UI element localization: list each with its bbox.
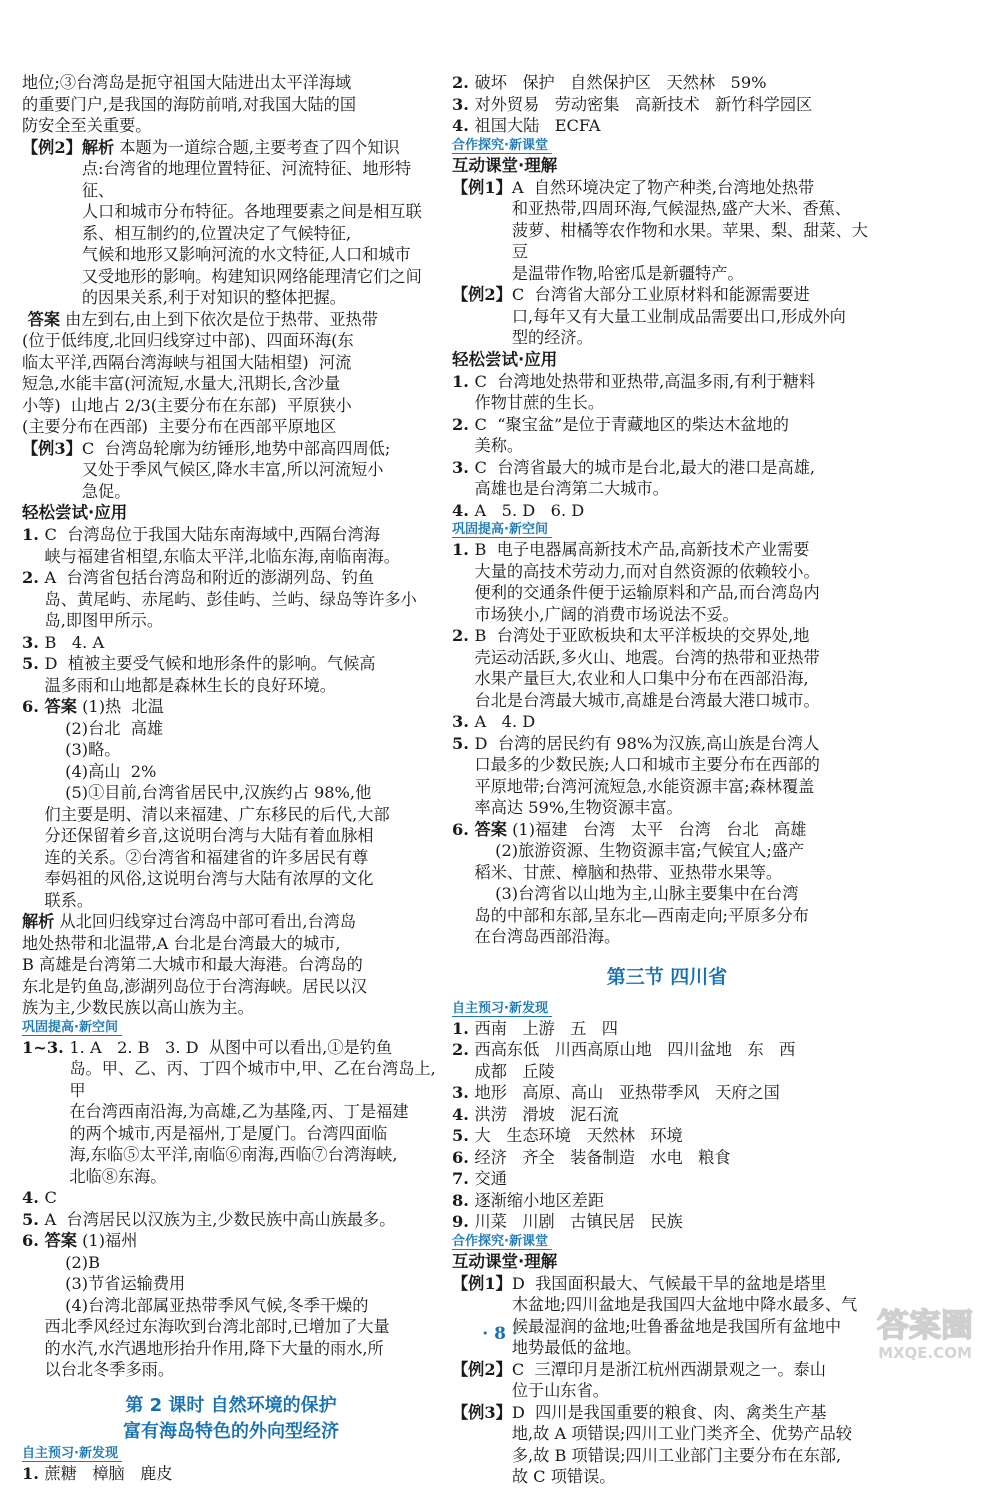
- item-text: [69, 1037, 440, 1188]
- item-body: (1)福州 (2)B (3)节省运输费用 (4)台湾北部属亚热带季风气候,冬季干燥的 西北季风经过东海吹到台湾北部时,已增加了大量 的水汽,水汽遇地形抬升作用,降下大量的雨水,所 以台北冬季多雨。: [44, 1231, 390, 1379]
- item-text: [475, 1104, 882, 1126]
- item-number: 2.: [452, 73, 475, 92]
- item-text: [45, 632, 440, 654]
- item-text: [45, 1187, 440, 1209]
- item-number: 1.: [452, 540, 475, 559]
- item-text: [475, 1147, 882, 1169]
- answer-item: [452, 1039, 882, 1082]
- lesson-title-line: 第 2 课时 自然环境的保护: [125, 1394, 337, 1416]
- item-number: 6.: [22, 1231, 45, 1250]
- item-body: B 4. A: [44, 632, 105, 652]
- item-number: 5.: [22, 1209, 45, 1229]
- item-text: [82, 438, 440, 503]
- item-text: [475, 457, 882, 500]
- item-body: C 台湾地处热带和亚热带,高温多雨,有利于糖料 作物甘蔗的生长。: [474, 371, 816, 412]
- item-text: [45, 1463, 440, 1485]
- text-block: [22, 309, 440, 438]
- answer-item: [452, 733, 882, 819]
- item-body: A 4. D: [474, 712, 536, 731]
- answer-item: [22, 696, 440, 911]
- item-body: 祖国大陆 ECFA: [474, 116, 601, 135]
- answer-item: [22, 1209, 440, 1231]
- answer-label: 答案: [474, 819, 507, 839]
- item-number: 4.: [452, 116, 475, 135]
- item-number: 2.: [452, 414, 475, 434]
- item-body: C 台湾省最大的城市是台北,最大的港口是高雄, 高雄也是台湾第二大城市。: [474, 457, 816, 498]
- item-text: [45, 653, 440, 696]
- answer-item: [452, 1082, 882, 1104]
- text-block: [22, 911, 440, 1019]
- answer-item: [22, 1187, 440, 1209]
- answer-label: 答案: [44, 697, 77, 716]
- item-number: 2.: [452, 1040, 475, 1059]
- item-body: 大 生态环境 天然林 环境: [474, 1126, 683, 1145]
- item-number: 1.: [22, 525, 45, 544]
- chapter-title: 第三节 四川省: [606, 965, 728, 988]
- item-number: 2.: [22, 568, 45, 587]
- item-text: [45, 1209, 440, 1231]
- item-text: [475, 733, 882, 819]
- item-text: [475, 115, 882, 137]
- item-body: C 台湾省大部分工业原材料和能源需要进 口,每年又有大量工业制成品需要出口,形成外向 型的经济。: [511, 285, 846, 347]
- answer-item: [452, 1018, 882, 1040]
- item-text: [475, 500, 882, 522]
- item-text: [475, 1039, 882, 1082]
- answer-item: [22, 567, 440, 632]
- item-body: B 台湾处于亚欧板块和太平洋板块的交界处,地 壳运动活跃,多火山、地震。台湾的热带和亚热带 水果产量巨大,农业和人口集中分布在西部沿海, 台北是台湾最大城市,高雄是台湾最大港口城市。: [474, 626, 820, 710]
- item-body: 由左到右,由上到下依次是位于热带、亚热带 (位于低纬度,北回归线穿过中部)、四面环海(东 临太平洋,西隔台湾海峡与祖国大陆相望) 河流 短急,水能丰富(河流短,水量大,汛期长,含沙量 小等) 山地占 2/3(主要分布在东部) 平原狭小 (主要分布在西部) 主要分布在西部平原地区: [22, 309, 378, 436]
- item-number: 4.: [452, 1104, 475, 1124]
- item-body: 1. A 2. B 3. D 从图中可以看出,①是钓鱼 岛。甲、乙、丙、丁四个城市中,甲、乙在台湾岛上,甲 在台湾西南沿海,为高雄,乙为基隆,丙、丁是福建 的两个城市,丙是福州,丁是厦门。台湾四面临 海,东临⑤太平洋,南临⑥南海,西临⑦台湾海峡, 北临⑧东海。: [69, 1037, 436, 1186]
- item-text: [475, 711, 882, 733]
- item-number: 4.: [452, 500, 475, 520]
- answer-item: [452, 819, 882, 948]
- item-text: [475, 1190, 882, 1212]
- answer-label: 答案: [22, 309, 61, 329]
- item-body: 西高东低 川西高原山地 四川盆地 东 西 成都 丘陵: [474, 1040, 796, 1081]
- example-label: 【例3】: [22, 438, 82, 458]
- item-text: [475, 1125, 882, 1147]
- answer-item: [22, 1230, 440, 1381]
- section-tag-label: 巩固提高·新空间: [22, 1020, 122, 1036]
- item-text: [512, 1359, 882, 1402]
- item-text: [22, 72, 440, 137]
- watermark-title: 答案圈: [876, 1306, 974, 1344]
- section-tag: [452, 137, 882, 155]
- answer-item: [452, 711, 882, 733]
- example-label: 【例1】: [452, 1273, 512, 1293]
- example-item: [452, 1402, 882, 1488]
- item-body: 地位;③台湾岛是扼守祖国大陆进出太平洋海域 的重要门户,是我国的海防前哨,对我国大陆的国 防安全至关重要。: [22, 73, 357, 135]
- item-number: 5.: [452, 733, 475, 753]
- item-body: 从北回归线穿过台湾岛中部可看出,台湾岛 地处热带和北温带,A 台北是台湾最大的城市, B 高雄是台湾第二大城市和最大海港。台湾岛的 东北是钓鱼岛,澎湖列岛位于台湾海峡。居民以汉 族为主,少数民族以高山族为主。: [22, 912, 368, 1017]
- item-body: 经济 齐全 装备制造 水电 粮食: [474, 1147, 731, 1167]
- item-body: A 自然环境决定了物产种类,台湾地处热带 和亚热带,四周环海,气候湿热,盛产大米、香蕉、 菠萝、柑橘等农作物和水果。苹果、梨、甜菜、大豆 是温带作物,哈密瓜是新疆特产。: [511, 177, 868, 283]
- item-body: D 我国面积最大、气候最干旱的盆地是塔里 木盆地;四川盆地是我国四大盆地中降水最多、气 候最湿润的盆地;吐鲁番盆地是我国所有盆地中 地势最低的盆地。: [511, 1273, 858, 1357]
- example-item: [22, 137, 440, 309]
- item-number: 3.: [452, 457, 475, 477]
- item-text: [45, 567, 440, 632]
- item-number: 6.: [452, 1147, 475, 1167]
- item-body: A 台湾居民以汉族为主,少数民族中高山族最多。: [44, 1209, 396, 1229]
- item-body: C 台湾岛位于我国大陆东南海域中,西隔台湾海 峡与福建省相望,东临太平洋,北临东海,南临南海。: [44, 525, 400, 566]
- section-tag-label: 巩固提高·新空间: [452, 522, 552, 538]
- answer-item: [452, 371, 882, 414]
- section-tag: [452, 1233, 882, 1251]
- answer-item: [452, 539, 882, 625]
- item-number: 3.: [452, 1083, 475, 1102]
- section-tag-label: 合作探究·新课堂: [452, 1234, 552, 1250]
- answer-item: [22, 524, 440, 567]
- section-heading: 轻松尝试·应用: [22, 503, 128, 522]
- example-item: [452, 284, 882, 349]
- item-text: [475, 371, 882, 414]
- item-text: [45, 1230, 440, 1381]
- item-body: 川菜 川剧 古镇民居 民族: [474, 1212, 683, 1231]
- answer-item: [22, 653, 440, 696]
- item-number: 3.: [452, 94, 475, 114]
- item-body: C “聚宝盆”是位于青藏地区的柴达木盆地的 美称。: [474, 414, 789, 455]
- left-column: [22, 72, 440, 1484]
- item-text: [512, 284, 882, 349]
- item-number: 4.: [22, 1188, 45, 1207]
- item-text: [475, 1168, 882, 1190]
- item-number: 1.: [452, 371, 475, 391]
- example-item: [452, 1273, 882, 1359]
- answer-item: [452, 1125, 882, 1147]
- answer-item: [452, 115, 882, 137]
- example-label: 【例2】: [452, 285, 512, 304]
- section-tag-label: 自主预习·新发现: [22, 1446, 122, 1462]
- section-heading: 互动课堂·理解: [452, 1251, 558, 1271]
- answer-item: [452, 72, 882, 94]
- item-body: 交通: [474, 1169, 507, 1188]
- item-body: (1)福建 台湾 太平 台湾 台北 高雄 (2)旅游资源、生物资源丰富;气候宜人;盛产 稻米、甘蔗、樟脑和热带、亚热带水果等。 (3)台湾省以山地为主,山脉主要集中在台湾 岛的中部和东部,呈东北—西南走向;平原多分布 在台湾岛西部沿海。: [474, 819, 809, 946]
- item-text: [512, 1273, 882, 1359]
- answer-item: [452, 1211, 882, 1233]
- answer-item: [452, 94, 882, 116]
- example-label: 【例2】: [22, 137, 82, 157]
- item-text: [475, 1018, 882, 1040]
- answer-label: 答案: [44, 1231, 77, 1250]
- item-text: [475, 539, 882, 625]
- item-number: 6.: [452, 819, 475, 839]
- item-body: 本题为一道综合题,主要考查了四个知识 点:台湾省的地理位置特征、河流特征、地形特征、 人口和城市分布特征。各地理要素之间是相互联 系、相互制约的,位置决定了气候特征, 气候和地形又影响河流的水文特征,人口和城市 又受地形的影响。构建知识网络能理清它们之间 的因果关系,利于对知识的整体把握。: [81, 137, 422, 307]
- answer-item: [452, 625, 882, 711]
- answer-item: [452, 1104, 882, 1126]
- section-tag: [452, 1000, 882, 1018]
- section-tag: [22, 1445, 440, 1463]
- item-text: [475, 625, 882, 711]
- example-item: [22, 438, 440, 503]
- answer-item: [452, 1168, 882, 1190]
- answer-label: 解析: [22, 912, 55, 931]
- item-number: 7.: [452, 1169, 475, 1188]
- example-item: [452, 177, 882, 285]
- item-number: 1~3.: [22, 1037, 70, 1057]
- answer-item: [22, 1037, 440, 1188]
- item-text: [475, 1082, 882, 1104]
- lesson-title: [22, 1393, 440, 1445]
- section-tag-label: 合作探究·新课堂: [452, 138, 552, 154]
- text-block: [22, 72, 440, 137]
- item-text: [82, 137, 440, 309]
- answer-item: [452, 500, 882, 522]
- item-number: 3.: [452, 712, 475, 731]
- item-text: [45, 524, 440, 567]
- watermark-url: MXQE.COM: [878, 1344, 972, 1362]
- item-body: A 台湾省包括台湾岛和附近的澎湖列岛、钓鱼 岛、黄尾屿、赤尾屿、彭佳屿、兰屿、绿岛等许多小 岛,即图甲所示。: [44, 568, 417, 630]
- item-text: [475, 94, 882, 116]
- example-label: 【例1】: [452, 177, 512, 197]
- answer-item: [452, 457, 882, 500]
- right-column: [452, 72, 882, 1488]
- item-number: 8.: [452, 1190, 475, 1210]
- item-text: [512, 177, 882, 285]
- item-text: [475, 414, 882, 457]
- item-body: D 植被主要受气候和地形条件的影响。气候高 温多雨和山地都是森林生长的良好环境。: [44, 654, 376, 695]
- item-number: 3.: [22, 632, 45, 652]
- item-text: [475, 72, 882, 94]
- item-number: 6.: [22, 697, 45, 716]
- item-body: 地形 高原、高山 亚热带季风 天府之国: [474, 1083, 780, 1102]
- item-text: [22, 309, 440, 438]
- section-tag: [452, 521, 882, 539]
- item-number: 5.: [22, 654, 45, 673]
- section-heading: 轻松尝试·应用: [452, 349, 558, 369]
- answer-item: [452, 1190, 882, 1212]
- page-number: · 8 ·: [482, 1324, 518, 1344]
- item-text: [512, 1402, 882, 1488]
- item-body: (1)热 北温 (2)台北 高雄 (3)略。 (4)高山 2% (5)①目前,台湾省居民中,汉族约占 98%,他 们主要是明、清以来福建、广东移民的后代,大部 分还保留着乡音,这说明台湾与大陆有着血脉相 连的关系。②台湾省和福建省的许多居民有尊 奉妈祖的风俗,这说明台湾与大陆有浓厚的文化 联系。: [44, 697, 390, 910]
- section-tag: [22, 1019, 440, 1037]
- item-body: 蔗糖 樟脑 鹿皮: [44, 1463, 173, 1483]
- item-body: A 5. D 6. D: [474, 500, 585, 520]
- answer-item: [452, 1147, 882, 1169]
- item-body: C 三潭印月是浙江杭州西湖景观之一。泰山 位于山东省。: [511, 1359, 826, 1400]
- item-text: [22, 911, 440, 1019]
- item-text: [475, 819, 882, 948]
- item-text: [475, 1211, 882, 1233]
- item-number: 5.: [452, 1126, 475, 1145]
- item-body: 破坏 保护 自然保护区 天然林 59%: [474, 73, 767, 92]
- item-body: B 电子电器属高新技术产品,高新技术产业需要 大量的高技术劳动力,而对自然资源的依赖较小。 便利的交通条件便于运输原料和产品,而台湾岛内 市场狭小,广阔的消费市场说法不妥。: [474, 540, 820, 624]
- item-body: C: [44, 1188, 57, 1207]
- item-number: 9.: [452, 1212, 475, 1231]
- item-body: 西南 上游 五 四: [474, 1018, 618, 1038]
- answer-item: [22, 632, 440, 654]
- item-text: [45, 696, 440, 911]
- answer-item: [22, 1463, 440, 1485]
- section-tag-label: 自主预习·新发现: [452, 1001, 552, 1017]
- item-body: 洪涝 滑坡 泥石流: [474, 1104, 619, 1124]
- answer-item: [452, 414, 882, 457]
- example-label: 【例3】: [452, 1402, 512, 1422]
- item-number: 1.: [452, 1018, 475, 1038]
- lesson-subtitle-line: 富有海岛特色的外向型经济: [123, 1420, 339, 1442]
- answer-label: 解析: [81, 137, 115, 157]
- item-body: 对外贸易 劳动密集 高新技术 新竹科学园区: [474, 94, 813, 114]
- section-heading: 互动课堂·理解: [452, 155, 558, 175]
- item-body: D 四川是我国重要的粮食、肉、禽类生产基 地,故 A 项错误;四川工业门类齐全、优势产品较 多,故 B 项错误;四川工业部门主要分布在东部, 故 C 项错误。: [511, 1402, 852, 1486]
- item-body: 逐渐缩小地区差距: [474, 1190, 605, 1210]
- item-body: C 台湾岛轮廓为纺锤形,地势中部高四周低; 又处于季风气候区,降水丰富,所以河流短小 急促。: [81, 438, 391, 501]
- example-item: [452, 1359, 882, 1402]
- item-body: D 台湾的居民约有 98%为汉族,高山族是台湾人 口最多的少数民族;人口和城市主要分布在西部的 平原地带;台湾河流短急,水能资源丰富;森林覆盖 率高达 59%,生物资源丰富。: [474, 733, 820, 817]
- item-number: 1.: [22, 1463, 45, 1483]
- example-label: 【例2】: [452, 1359, 512, 1379]
- watermark-logo: [855, 1300, 995, 1364]
- item-number: 2.: [452, 626, 475, 645]
